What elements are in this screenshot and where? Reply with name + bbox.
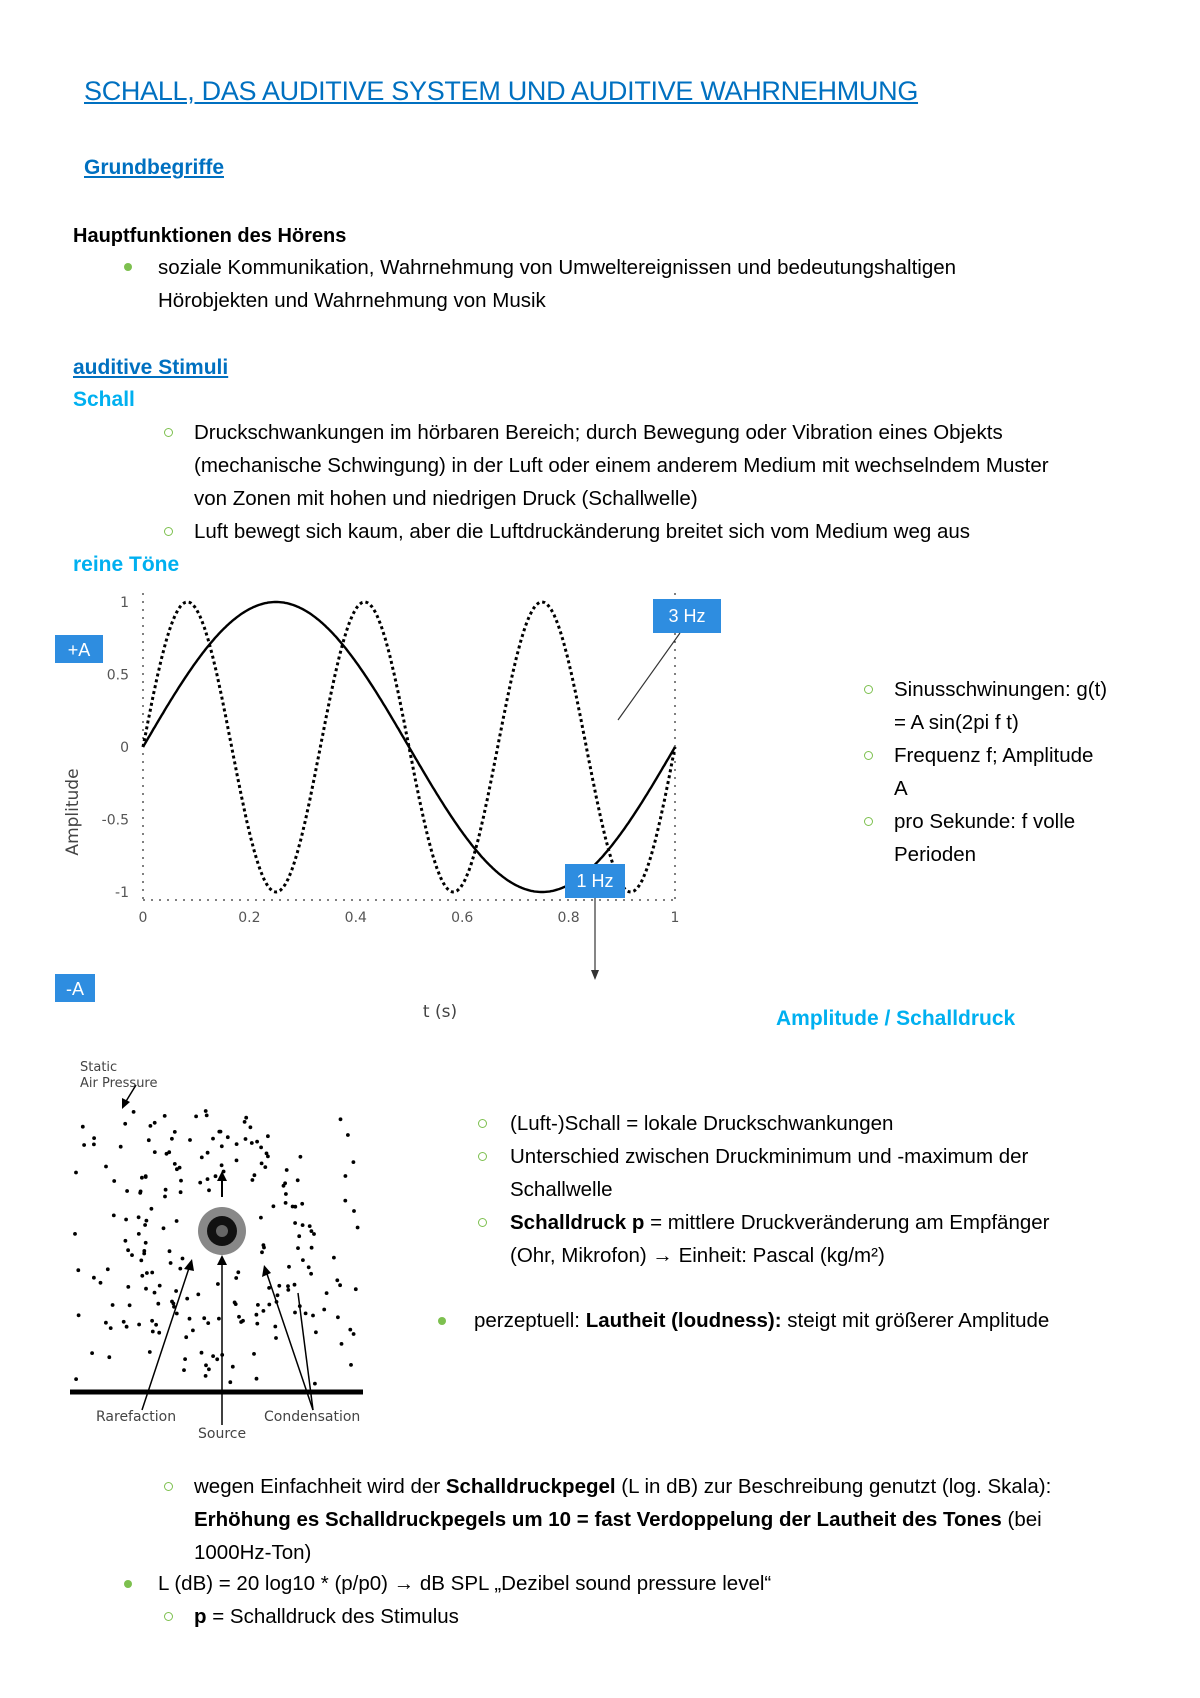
air-molecule-dot <box>143 1223 147 1227</box>
air-molecule-dot <box>73 1232 77 1236</box>
air-molecule-dot <box>153 1291 157 1295</box>
air-molecule-dot <box>158 1284 162 1288</box>
air-molecule-dot <box>309 1272 313 1276</box>
air-molecule-dot <box>74 1171 78 1175</box>
x-tick-label: 0.6 <box>451 910 474 926</box>
formula-line: L (dB) = 20 log10 * (p/p0) → dB SPL „Dezibel sound pressure level“ <box>158 1572 772 1595</box>
schall-item1-line2: (mechanische Schwingung) in der Luft oder einem anderem Medium mit wechselndem Muster <box>194 454 1049 477</box>
air-molecule-dot <box>311 1314 315 1318</box>
air-molecule-dot <box>266 1134 270 1138</box>
air-molecule-dot <box>332 1256 336 1260</box>
air-molecule-dot <box>217 1317 221 1321</box>
air-molecule-dot <box>145 1271 149 1275</box>
air-molecule-dot <box>150 1271 154 1275</box>
air-molecule-dot <box>81 1125 85 1129</box>
y-tick-label: -1 <box>115 885 129 901</box>
air-molecule-dot <box>139 1259 143 1263</box>
x-tick-label: 0 <box>138 910 148 926</box>
air-molecule-dot <box>207 1188 211 1192</box>
hauptfunktionen-line1: soziale Kommunikation, Wahrnehmung von Umweltereignissen und bedeutungshaltigen <box>158 256 957 279</box>
bullet-circle <box>164 428 173 437</box>
air-molecule-dot <box>178 1267 182 1271</box>
x-tick-label: 1 <box>670 910 680 926</box>
1hz-label: 1 Hz <box>576 871 614 891</box>
3hz-label: 3 Hz <box>668 606 706 626</box>
air-molecule-dot <box>163 1114 167 1118</box>
air-molecule-dot <box>179 1190 183 1194</box>
air-molecule-dot <box>243 1120 247 1124</box>
air-molecule-dot <box>174 1289 178 1293</box>
minus-a-label: -A <box>66 979 84 999</box>
air-molecule-dot <box>340 1342 344 1346</box>
air-molecule-dot <box>252 1352 256 1356</box>
air-molecule-dot <box>124 1239 128 1243</box>
air-molecule-dot <box>235 1142 239 1146</box>
air-molecule-dot <box>202 1316 206 1320</box>
air-molecule-dot <box>173 1130 177 1134</box>
bullet-dot <box>124 1580 132 1588</box>
air-molecule-dot <box>200 1351 204 1355</box>
air-molecule-dot <box>179 1179 183 1183</box>
air-molecule-dot <box>267 1303 271 1307</box>
air-molecule-dot <box>74 1377 78 1381</box>
air-molecule-dot <box>178 1166 182 1170</box>
air-molecule-dot <box>151 1330 155 1334</box>
air-molecule-dot <box>255 1377 259 1381</box>
sinus-l2: = A sin(2pi f t) <box>894 711 1019 734</box>
section-auditive-stimuli: auditive Stimuli <box>73 356 229 379</box>
air-molecule-dot <box>150 1319 154 1323</box>
air-molecule-dot <box>301 1223 305 1227</box>
air-molecule-dot <box>126 1285 130 1289</box>
air-molecule-dot <box>282 1184 286 1188</box>
air-molecule-dot <box>104 1165 108 1169</box>
luftschall-i2-l2: Schallwelle <box>510 1178 613 1201</box>
air-molecule-dot <box>234 1276 238 1280</box>
air-molecule-dot <box>338 1283 342 1287</box>
air-molecule-dot <box>266 1155 270 1159</box>
bullet-dot <box>124 263 132 271</box>
air-molecule-dot <box>188 1317 192 1321</box>
air-molecule-dot <box>185 1297 189 1301</box>
air-molecule-dot <box>145 1219 149 1223</box>
air-molecule-dot <box>77 1313 81 1317</box>
air-molecule-dot <box>226 1135 230 1139</box>
x-tick-label: 0.4 <box>344 910 367 926</box>
air-molecule-dot <box>76 1268 80 1272</box>
air-molecule-dot <box>354 1287 358 1291</box>
air-molecule-dot <box>164 1188 168 1192</box>
air-molecule-dot <box>235 1159 239 1163</box>
air-molecule-dot <box>301 1258 305 1262</box>
air-molecule-dot <box>107 1355 111 1359</box>
air-molecule-dot <box>175 1312 179 1316</box>
air-molecule-dot <box>336 1315 340 1319</box>
air-molecule-dot <box>310 1229 314 1233</box>
air-molecule-dot <box>286 1284 290 1288</box>
bullet-circle <box>164 1482 173 1491</box>
bullet-circle <box>164 527 173 536</box>
air-molecule-dot <box>215 1357 219 1361</box>
luftschall-i3-l2: (Ohr, Mikrofon) → Einheit: Pascal (kg/m²) <box>510 1244 885 1267</box>
air-molecule-dot <box>106 1267 110 1271</box>
air-molecule-dot <box>348 1328 352 1332</box>
pegel-l1: wegen Einfachheit wird der Schalldruckpegel (L in dB) zur Beschreibung genutzt (log. Skala): <box>194 1475 1052 1498</box>
air-molecule-dot <box>122 1320 126 1324</box>
sinus-l1: Sinusschwinungen: g(t) <box>894 678 1108 701</box>
rarefaction-label: Rarefaction <box>96 1409 177 1425</box>
air-molecule-dot <box>286 1288 290 1292</box>
air-molecule-dot <box>162 1226 166 1230</box>
air-molecule-dot <box>125 1325 129 1329</box>
air-molecule-dot <box>142 1249 146 1253</box>
source-center <box>216 1225 228 1237</box>
air-molecule-dot <box>352 1160 356 1164</box>
bullet-circle <box>164 1612 173 1621</box>
air-molecule-dot <box>211 1137 215 1141</box>
air-molecule-dot <box>256 1303 260 1307</box>
air-molecule-dot <box>173 1162 177 1166</box>
air-molecule-dot <box>90 1351 94 1355</box>
air-molecule-dot <box>356 1226 360 1230</box>
x-axis-label: t (s) <box>422 1002 458 1022</box>
hauptfunktionen-line2: Hörobjekten und Wahrnehmung von Musik <box>158 289 546 312</box>
air-molecule-dot <box>82 1143 86 1147</box>
air-molecule-dot <box>138 1191 142 1195</box>
air-molecule-dot <box>308 1224 312 1228</box>
static-label-1: Static <box>80 1060 118 1075</box>
air-molecule-dot <box>153 1150 157 1154</box>
air-molecule-dot <box>255 1140 259 1144</box>
air-molecule-dot <box>285 1168 289 1172</box>
air-molecule-dot <box>188 1138 192 1142</box>
pegel-l3: 1000Hz-Ton) <box>194 1541 312 1564</box>
air-molecule-dot <box>198 1181 202 1185</box>
air-molecule-dot <box>344 1174 348 1178</box>
series-1hz-line <box>143 602 675 892</box>
air-molecule-dot <box>181 1257 185 1261</box>
y-tick-label: 1 <box>120 595 129 611</box>
air-molecule-dot <box>132 1110 136 1114</box>
air-molecule-dot <box>149 1124 153 1128</box>
perzeptuell-line: perzeptuell: Lautheit (loudness): steigt mit größerer Amplitude <box>474 1309 1050 1332</box>
air-molecule-dot <box>220 1163 224 1167</box>
schall-heading: Schall <box>73 388 135 411</box>
air-molecule-dot <box>183 1357 187 1361</box>
air-molecule-dot <box>154 1323 158 1327</box>
reine-toene-heading: reine Töne <box>73 553 180 576</box>
air-molecule-dot <box>206 1177 210 1181</box>
air-molecule-dot <box>211 1354 215 1358</box>
condensation-label: Condensation <box>264 1409 361 1425</box>
bullet-circle <box>864 817 873 826</box>
air-molecule-dot <box>119 1145 123 1149</box>
air-molecule-dot <box>182 1368 186 1372</box>
air-molecule-dot <box>137 1215 141 1219</box>
air-molecule-dot <box>343 1199 347 1203</box>
air-molecule-dot <box>352 1209 356 1213</box>
air-molecule-dot <box>170 1137 174 1141</box>
air-molecule-dot <box>206 1151 210 1155</box>
air-molecule-dot <box>144 1174 148 1178</box>
air-molecule-dot <box>99 1281 103 1285</box>
air-molecule-dot <box>140 1176 144 1180</box>
air-molecule-dot <box>200 1156 204 1160</box>
air-molecule-dot <box>284 1201 288 1205</box>
amplitude-heading: Amplitude / Schalldruck <box>776 1007 1016 1030</box>
air-molecule-dot <box>111 1303 115 1307</box>
air-molecule-dot <box>322 1308 326 1312</box>
air-molecule-dot <box>125 1189 129 1193</box>
air-molecule-dot <box>236 1270 240 1274</box>
rarefaction-arrow <box>142 1265 190 1410</box>
air-molecule-dot <box>255 1322 259 1326</box>
condensation-arrow-1 <box>266 1271 313 1410</box>
static-label-2: Air Pressure <box>80 1076 158 1091</box>
air-molecule-dot <box>214 1174 218 1178</box>
air-molecule-dot <box>194 1115 198 1119</box>
air-molecule-dot <box>204 1109 208 1113</box>
luftschall-i3-l1: Schalldruck p = mittlere Druckveränderung am Empfänger <box>510 1211 1050 1234</box>
air-molecule-dot <box>175 1219 179 1223</box>
air-molecule-dot <box>312 1232 316 1236</box>
air-molecule-dot <box>287 1265 291 1269</box>
air-molecule-dot <box>153 1121 157 1125</box>
p-definition: p = Schalldruck des Stimulus <box>194 1605 459 1628</box>
air-molecule-dot <box>297 1234 301 1238</box>
hauptfunktionen-heading: Hauptfunktionen des Hörens <box>73 225 347 247</box>
air-molecule-dot <box>196 1293 200 1297</box>
air-molecule-dot <box>325 1291 329 1295</box>
air-molecule-dot <box>233 1301 237 1305</box>
air-molecule-dot <box>237 1315 241 1319</box>
air-molecule-dot <box>253 1173 257 1177</box>
bullet-dot <box>438 1317 446 1325</box>
air-molecule-dot <box>260 1250 264 1254</box>
air-molecule-dot <box>346 1133 350 1137</box>
pegel-l2: Erhöhung es Schalldruckpegels um 10 = fast Verdoppelung der Lautheit des Tones (bei <box>194 1508 1042 1531</box>
air-molecule-dot <box>228 1380 232 1384</box>
air-molecule-dot <box>147 1138 151 1142</box>
air-molecule-dot <box>168 1249 172 1253</box>
schall-item1-line1: Druckschwankungen im hörbaren Bereich; durch Bewegung oder Vibration eines Objekts <box>194 421 1003 444</box>
air-molecule-dot <box>216 1282 220 1286</box>
air-molecule-dot <box>156 1302 160 1306</box>
air-molecule-dot <box>92 1143 96 1147</box>
page-title: SCHALL, DAS AUDITIVE SYSTEM UND AUDITIVE WAHRNEHMUNG <box>84 76 919 106</box>
sinus-l3: Frequenz f; Amplitude <box>894 744 1094 767</box>
air-molecule-dot <box>130 1253 134 1257</box>
air-molecule-dot <box>206 1321 210 1325</box>
air-molecule-dot <box>304 1312 308 1316</box>
y-axis-label: Amplitude <box>63 768 83 856</box>
air-molecule-dot <box>262 1246 266 1250</box>
air-molecule-dot <box>170 1300 174 1304</box>
air-molecule-dot <box>150 1207 154 1211</box>
schall-item1-line3: von Zonen mit hohen und niedrigen Druck (Schallwelle) <box>194 487 698 510</box>
air-molecule-dot <box>231 1365 235 1369</box>
air-molecule-dot <box>109 1326 113 1330</box>
air-molecule-dot <box>259 1146 263 1150</box>
air-molecule-dot <box>191 1329 195 1333</box>
air-molecule-dot <box>205 1114 209 1118</box>
luftschall-i1: (Luft-)Schall = lokale Druckschwankungen <box>510 1112 894 1135</box>
x-tick-label: 0.2 <box>238 910 261 926</box>
sine-chart <box>50 590 770 1030</box>
air-molecule-dot <box>137 1323 141 1327</box>
air-molecule-dot <box>244 1137 248 1141</box>
air-molecule-dot <box>220 1144 224 1148</box>
air-molecule-dot <box>241 1319 245 1323</box>
sinus-l5: pro Sekunde: f volle <box>894 810 1076 833</box>
air-molecule-dot <box>291 1205 295 1209</box>
bullet-circle <box>478 1119 487 1128</box>
air-molecule-dot <box>273 1325 277 1329</box>
sinus-l4: A <box>894 777 908 800</box>
air-molecule-dot <box>144 1287 148 1291</box>
air-molecule-dot <box>299 1155 303 1159</box>
y-tick-label: -0.5 <box>101 812 129 829</box>
air-molecule-dot <box>313 1382 317 1386</box>
luftschall-i2-l1: Unterschied zwischen Druckminimum und -maximum der <box>510 1145 1029 1168</box>
air-molecule-dot <box>267 1286 271 1290</box>
schalldruck-term: Schalldruck p <box>510 1211 645 1234</box>
air-molecule-dot <box>352 1332 356 1336</box>
schall-item2: Luft bewegt sich kaum, aber die Luftdruckänderung breitet sich vom Medium weg aus <box>194 520 970 543</box>
air-molecule-dot <box>123 1122 127 1126</box>
air-molecule-dot <box>284 1192 288 1196</box>
source-label: Source <box>198 1426 247 1442</box>
air-molecule-dot <box>184 1335 188 1339</box>
air-molecule-dot <box>92 1136 96 1140</box>
air-molecule-dot <box>204 1363 208 1367</box>
air-molecule-dot <box>140 1274 144 1278</box>
air-molecule-dot <box>244 1116 248 1120</box>
air-molecule-dot <box>219 1130 223 1134</box>
1hz-arrowhead <box>591 970 599 980</box>
bullet-circle <box>864 685 873 694</box>
air-molecule-dot <box>104 1321 108 1325</box>
bullet-circle <box>478 1218 487 1227</box>
x-tick-label: 0.8 <box>557 910 580 926</box>
air-molecule-dot <box>126 1248 130 1252</box>
air-molecule-dot <box>250 1141 254 1145</box>
section-grundbegriffe: Grundbegriffe <box>84 156 224 179</box>
y-tick-label: 0 <box>120 740 129 756</box>
air-molecule-dot <box>255 1313 259 1317</box>
air-molecule-dot <box>296 1178 300 1182</box>
air-molecule-dot <box>335 1278 339 1282</box>
air-molecule-dot <box>124 1218 128 1222</box>
bullet-circle <box>864 751 873 760</box>
air-molecule-dot <box>293 1311 297 1315</box>
air-molecule-dot <box>204 1374 208 1378</box>
3hz-arrow <box>618 633 680 720</box>
air-molecule-dot <box>249 1125 253 1129</box>
sound-pressure-diagram <box>70 1055 380 1450</box>
air-molecule-dot <box>300 1202 304 1206</box>
air-molecule-dot <box>296 1246 300 1250</box>
air-molecule-dot <box>112 1179 116 1183</box>
air-molecule-dot <box>163 1195 167 1199</box>
air-molecule-dot <box>339 1117 343 1121</box>
air-molecule-dot <box>262 1309 266 1313</box>
plus-a-label: +A <box>67 640 91 660</box>
sinus-l6: Perioden <box>894 843 977 866</box>
air-molecule-dot <box>92 1276 96 1280</box>
air-molecule-dot <box>207 1367 211 1371</box>
air-molecule-dot <box>263 1165 267 1169</box>
air-molecule-dot <box>293 1283 297 1287</box>
air-molecule-dot <box>128 1303 132 1307</box>
y-tick-label: 0.5 <box>106 667 129 684</box>
air-molecule-dot <box>137 1232 141 1236</box>
air-molecule-dot <box>260 1162 264 1166</box>
air-molecule-dot <box>314 1330 318 1334</box>
air-molecule-dot <box>272 1204 276 1208</box>
air-molecule-dot <box>310 1246 314 1250</box>
air-molecule-dot <box>112 1214 116 1218</box>
air-molecule-dot <box>148 1350 152 1354</box>
air-molecule-dot <box>349 1363 353 1367</box>
air-molecule-dot <box>251 1178 255 1182</box>
air-molecule-dot <box>144 1241 148 1245</box>
air-molecule-dot <box>276 1293 280 1297</box>
air-molecule-dot <box>165 1152 169 1156</box>
air-molecule-dot <box>259 1216 263 1220</box>
air-molecule-dot <box>277 1284 281 1288</box>
air-molecule-dot <box>274 1336 278 1340</box>
air-molecule-dot <box>293 1221 297 1225</box>
air-molecule-dot <box>307 1265 311 1269</box>
air-molecule-dot <box>157 1331 161 1335</box>
bullet-circle <box>478 1152 487 1161</box>
air-molecule-dot <box>169 1261 173 1265</box>
